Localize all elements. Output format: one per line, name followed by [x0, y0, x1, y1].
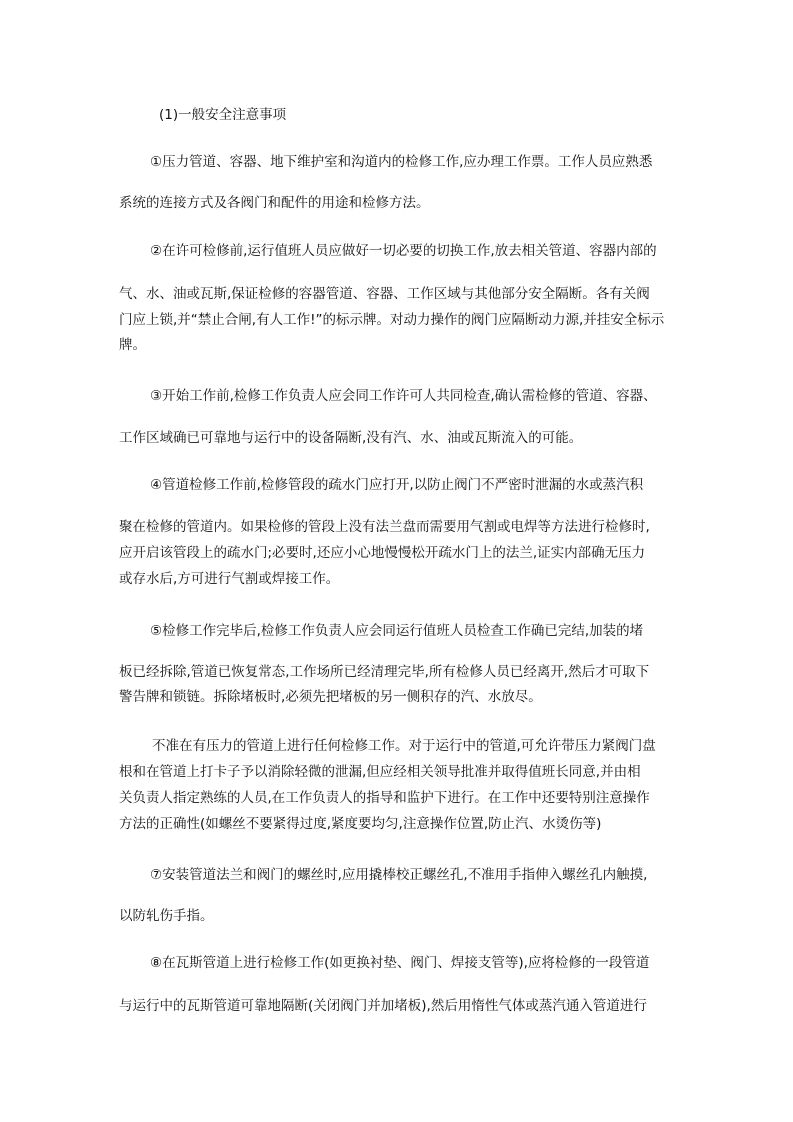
paragraph-line: 警告牌和锁链。拆除堵板时,必须先把堵板的另一侧积存的汽、水放尽。	[119, 689, 542, 705]
paragraph-line: 聚在检修的管道内。如果检修的管段上没有法兰盘而需要用气割或电焊等方法进行检修时,	[119, 519, 650, 535]
paragraph-line: 与运行中的瓦斯管道可靠地隔断(关闭阀门并加堵板),然后用惰性气体或蒸汽通入管道进行	[119, 998, 647, 1014]
paragraph-line: 系统的连接方式及各阀门和配件的用途和检修方法。	[119, 195, 430, 211]
paragraph-line: 工作区域确已可靠地与运行中的设备隔断,没有汽、水、油或瓦斯流入的可能。	[119, 430, 583, 446]
paragraph-line: ⑦安装管道法兰和阀门的螺丝时,应用撬棒校正螺丝孔,不准用手指伸入螺丝孔内触摸,	[150, 867, 648, 883]
paragraph-line: 应开启该管段上的疏水门;必要时,还应小心地慢慢松开疏水门上的法兰,证实内部确无压力	[119, 545, 646, 561]
paragraph-line: 或存水后,方可进行气割或焊接工作。	[119, 571, 340, 587]
paragraph-line: ②在许可检修前,运行值班人员应做好一切必要的切换工作,放去相关管道、容器内部的	[150, 243, 657, 259]
section-heading	[0, 107, 793, 124]
paragraph-line: 板已经拆除,管道已恢复常态,工作场所已经清理完毕,所有检修人员已经离开,然后才可取下	[119, 664, 650, 680]
paragraph-line: 牌。	[119, 337, 146, 353]
paragraph-line: ⑤检修工作完毕后,检修工作负责人应会同运行值班人员检查工作确已完结,加装的堵	[150, 623, 644, 639]
paragraph-line: ③开始工作前,检修工作负责人应会同工作许可人共同检查,确认需检修的管道、容器、	[150, 388, 657, 404]
paragraph-line: 根和在管道上打卡子予以消除轻微的泄漏,但应经相关领导批准并取得值班长同意,并由相	[119, 764, 641, 780]
paragraph-line: ①压力管道、容器、地下维护室和沟道内的检修工作,应办理工作票。工作人员应熟悉	[150, 154, 653, 170]
paragraph-line: 以防轧伤手指。	[119, 908, 214, 924]
paragraph-line: 气、水、油或瓦斯,保证检修的容器管道、容器、工作区域与其他部分安全隔断。各有关阀	[119, 286, 650, 302]
paragraph-line: 关负责人指定熟练的人员,在工作负责人的指导和监护下进行。在工作中还要特别注意操作	[119, 790, 650, 806]
heading-text: (1)一般安全注意事项	[159, 107, 287, 123]
paragraph-line: ⑧在瓦斯管道上进行检修工作(如更换衬垫、阀门、焊接支管等),应将检修的一段管道	[150, 955, 650, 971]
paragraph-line: 不准在有压力的管道上进行任何检修工作。对于运行中的管道,可允许带压力紧阀门盘	[152, 738, 656, 754]
paragraph-line: ④管道检修工作前,检修管段的疏水门应打开,以防止阀门不严密时泄漏的水或蒸汽积	[150, 477, 644, 493]
paragraph-line: 门应上锁,并“禁止合闸,有人工作!”的标示牌。对动力操作的阀门应隔断动力源,并挂安全标示	[119, 312, 665, 328]
paragraph-line: 方法的正确性(如螺丝不要紧得过度,紧度要均匀,注意操作位置,防止汽、水烫伤等)	[119, 816, 602, 832]
